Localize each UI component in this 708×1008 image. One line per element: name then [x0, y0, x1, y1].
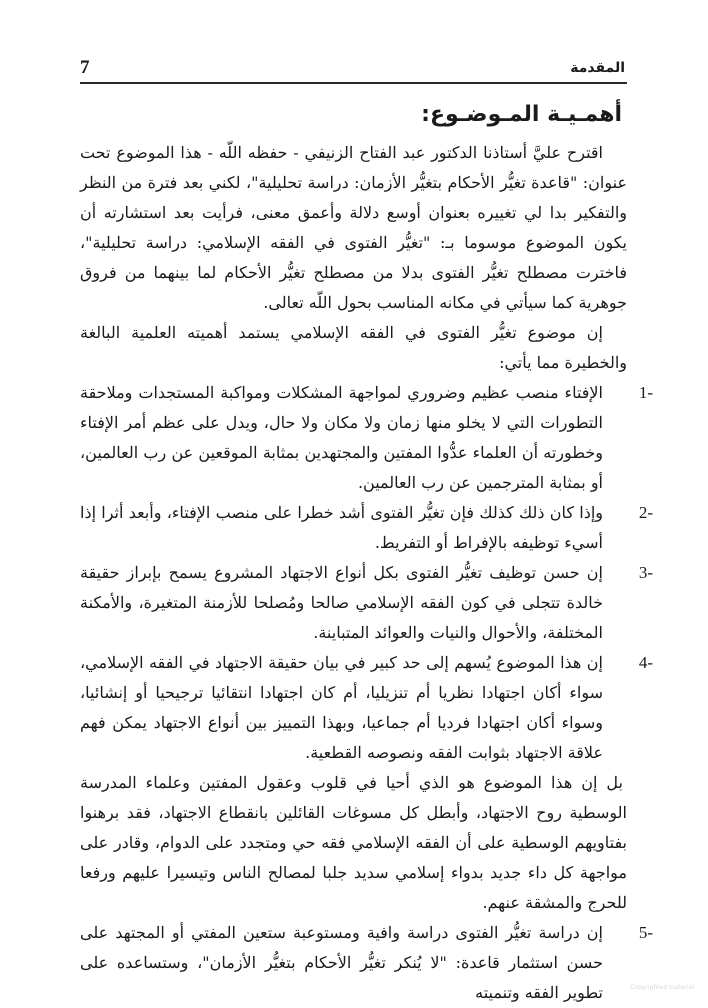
section-name: المقدمة — [570, 60, 625, 76]
list-number: 5- — [638, 923, 653, 942]
header-rule — [80, 82, 627, 84]
list-item-4 — [80, 648, 653, 768]
list-number: 2- — [638, 503, 653, 522]
list-text: الإفتاء منصب عظيم وضروري لمواجهة المشكلات ومواكبة المستجدات وملاحقة التطورات التي لا يخلو منها زمان ولا مكان ولا حال، ويدل على عظم أمر الإفتاء وخطورته أن العلماء عدُّوا المفتين والمجتهدين بمثابة الموقعين عن رب العالمين، أو بمثابة المترجمين عن رب العالمين. — [80, 383, 603, 492]
intro-paragraph: اقترح عليَّ أستاذنا الدكتور عبد الفتاح الزنيفي - حفظه اللّه - هذا الموضوع تحت عنوان: "قاعدة تغيُّر الأحكام بتغيُّر الأزمان: دراسة تحليلية"، لكني بعد فترة من النظر والتفكير بدا لي تغييره بعنوان أوسع دلالة وأعمق معنى، فرأيت بعد استشارته أن يكون الموضوع موسوما بـ: "تغيُّر الفتوى في الفقه الإسلامي: دراسة تحليلية"، فاخترت مصطلح تغيُّر الفتوى بدلا من مصطلح تغيُّر الأحكام لما بينهما من فروق جوهرية كما سيأتي في مكانه المناسب بحول اللّه تعالى. — [80, 143, 628, 312]
lead-paragraph: إن موضوع تغيُّر الفتوى في الفقه الإسلامي يستمد أهميته العلمية البالغة والخطيرة مما يأتي: — [80, 323, 627, 372]
section-heading: أهمـيـة المـوضـوع: — [421, 102, 622, 127]
list-text: إن هذا الموضوع يُسهم إلى حد كبير في بيان حقيقة الاجتهاد في الفقه الإسلامي، سواء أكان اجتهادا نظريا أم تنزيليا، أم كان اجتهادا انتقائيا ترجيحيا أو إنشائيا، وسواء أكان اجتهادا فرديا أم جماعيا، وبهذا التمييز بين أنواع الاجتهاد يمكن فهم علاقة الاجتهاد بثوابت الفقه ونصوصه القطعية. — [80, 653, 603, 762]
body-text — [80, 138, 653, 1008]
copyright-watermark: Copyrighted material — [630, 984, 694, 991]
list-item-2 — [80, 498, 653, 558]
list-text: إن دراسة تغيُّر الفتوى دراسة وافية ومستوعبة ستعين المفتي أو المجتهد على حسن استثمار قاعدة: "لا يُنكر تغيُّر الأحكام بتغيُّر الأزمان"، وستساعده على تطوير الفقه وتنميته — [80, 923, 603, 1002]
list-text: وإذا كان ذلك كذلك فإن تغيُّر الفتوى أشد خطرا على منصب الإفتاء، وأبعد أثرا إذا أسيء توظيفه بالإفراط أو التفريط. — [80, 503, 603, 552]
list-number: 3- — [638, 563, 653, 582]
continuation-paragraph: بل إن هذا الموضوع هو الذي أحيا في قلوب وعقول المفتين وعلماء المدرسة الوسطية روح الاجتهاد، وأبطل كل مسوغات القائلين بانقطاع الاجتهاد، فقد برهنوا بفتاويهم الوسطية على أن الفقه الإسلامي فقه حي ومتجدد على الدوام، وقادر على مواجهة كل داء جديد بدواء إسلامي سديد جلبا لمصالح الناس وتيسيرا عليهم ورفعا للحرج والمشقة عنهم. — [80, 773, 627, 912]
list-number: 1- — [638, 383, 653, 402]
page-number: 7 — [80, 57, 90, 78]
list-item-3 — [80, 558, 653, 648]
list-item-5 — [80, 918, 653, 1008]
running-header — [80, 56, 627, 82]
list-text: إن حسن توظيف تغيُّر الفتوى بكل أنواع الاجتهاد المشروع يسمح بإبراز حقيقة خالدة تتجلى في كون الفقه الإسلامي صالحا ومُصلحا للأزمنة المتغيرة، والأمكنة المختلفة، والأحوال والنيات والعوائد المتباينة. — [80, 563, 603, 642]
list-item-1 — [80, 378, 653, 498]
list-number: 4- — [638, 653, 653, 672]
